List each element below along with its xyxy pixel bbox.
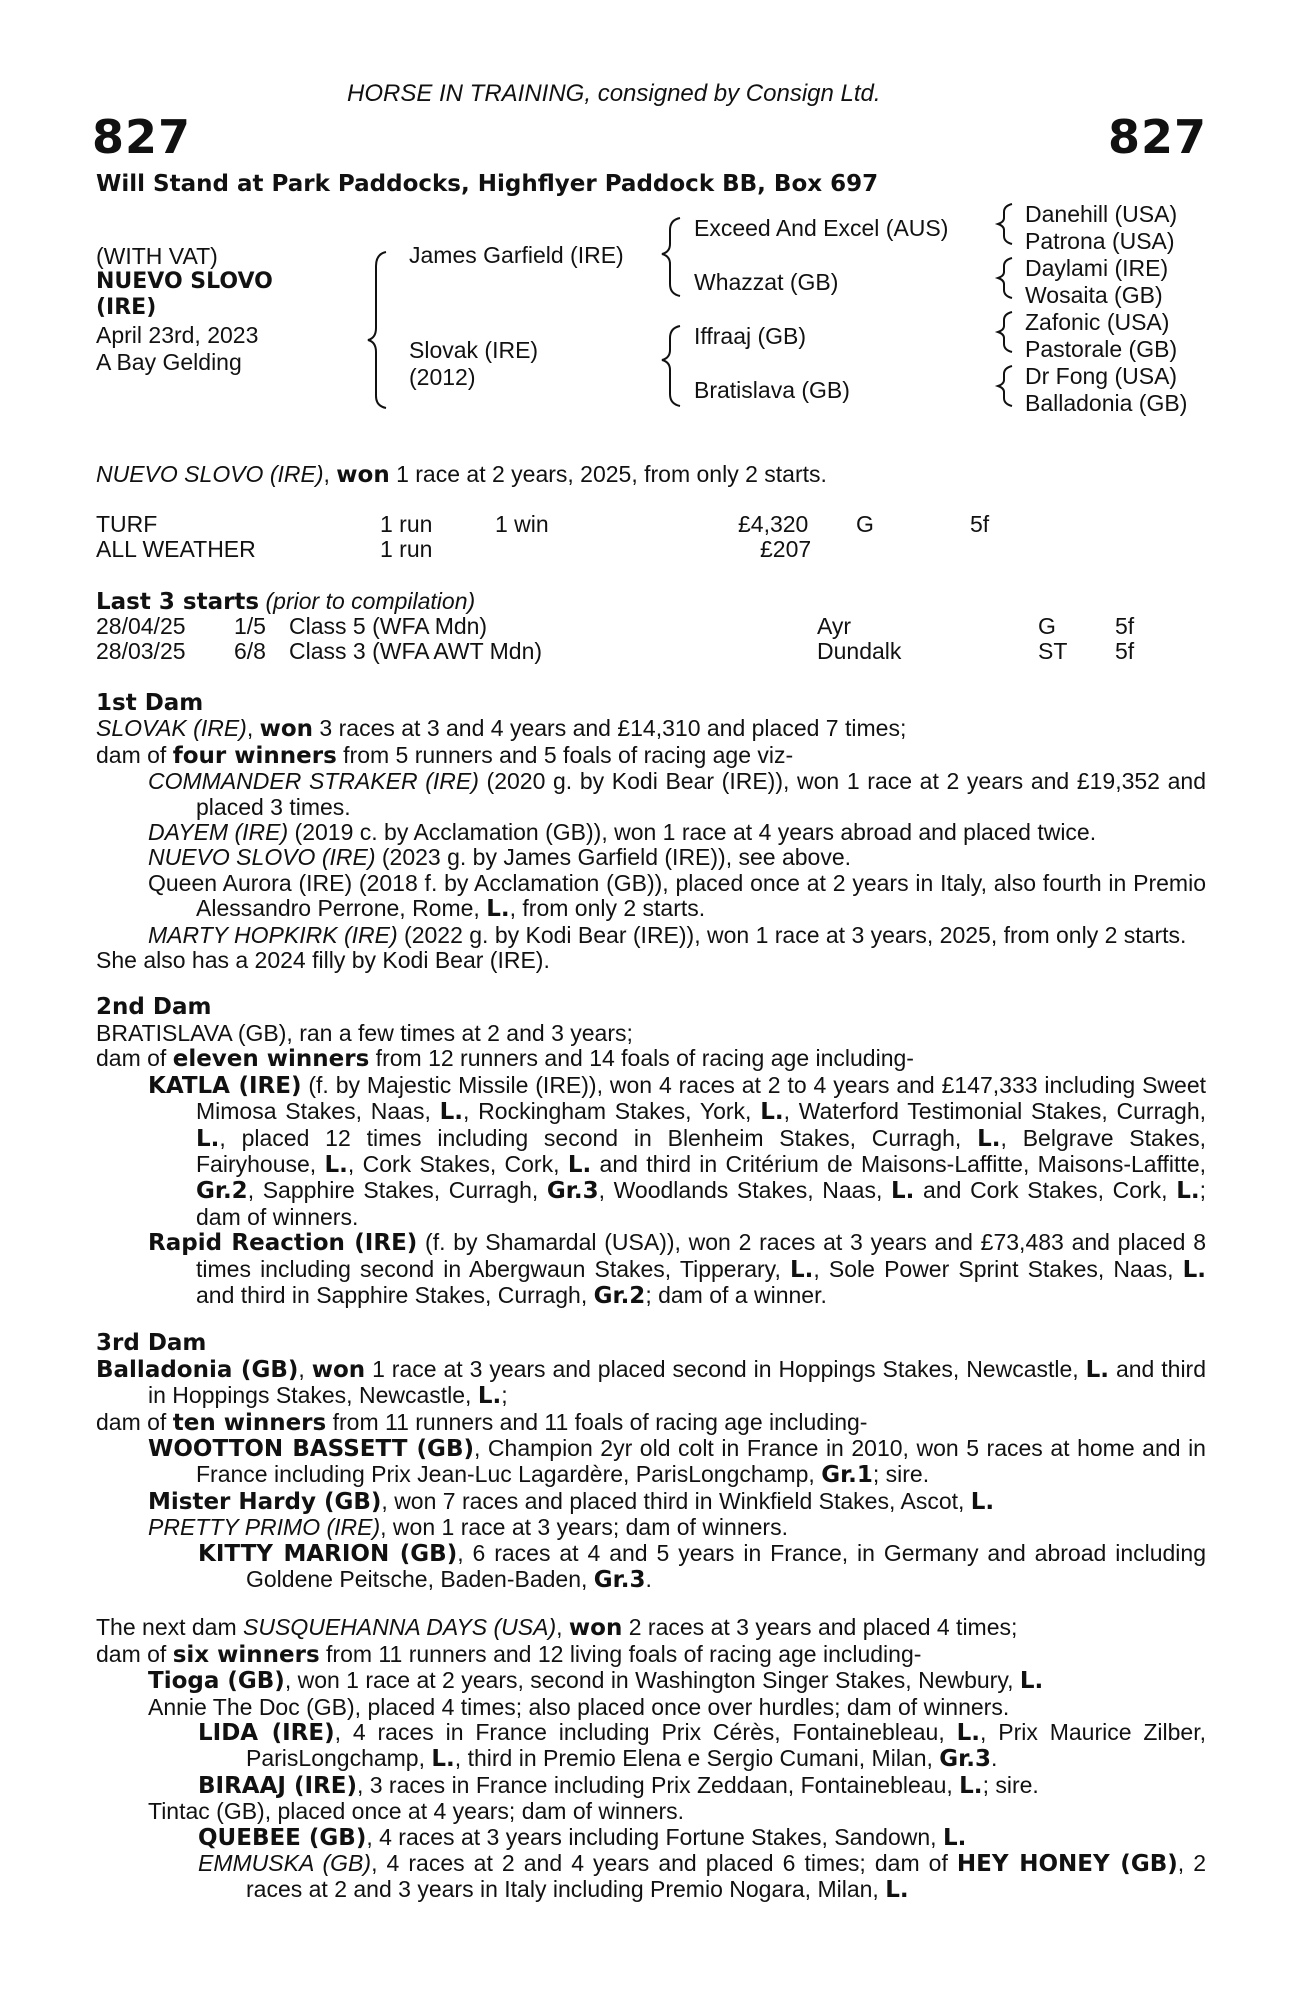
pedigree-gen3-2: Patrona (USA) <box>1025 228 1175 254</box>
second-dam-produce-summary: dam of eleven winners from 12 runners and 14 foals of racing age including- <box>96 1045 914 1073</box>
record-runs: 1 run <box>380 536 433 562</box>
produce-entry: COMMANDER STRAKER (IRE) (2020 g. by Kodi Bear (IRE)), won 1 race at 2 years and £19,352 and placed 3 times. <box>148 768 1206 820</box>
produce-entry: Mister Hardy (GB), won 7 races and placed third in Winkfield Stakes, Ascot, L. <box>148 1487 995 1515</box>
start-going: G <box>1038 613 1056 639</box>
second-dam-heading: 2nd Dam <box>96 994 212 1021</box>
produce-entry: NUEVO SLOVO (IRE) (2023 g. by James Garfield (IRE)), see above. <box>148 844 852 871</box>
record-surface: ALL WEATHER <box>96 536 256 562</box>
consignment-header: HORSE IN TRAINING, consigned by Consign Ltd. <box>347 80 881 107</box>
vat-note: (WITH VAT) <box>96 243 218 269</box>
start-date: 28/03/25 <box>96 638 186 664</box>
second-dam-line: BRATISLAVA (GB), ran a few times at 2 and 3 years; <box>96 1019 633 1046</box>
dam-sections <box>96 691 1206 1904</box>
record-surface: TURF <box>96 511 158 537</box>
pedigree-sire-dam: Whazzat (GB) <box>694 269 839 295</box>
record-wins: 1 win <box>495 511 549 537</box>
first-dam-heading: 1st Dam <box>96 690 204 716</box>
horse-name-line2: (IRE) <box>96 295 157 320</box>
produce-entry: LIDA (IRE), 4 races in France including Prix Cérès, Fontainebleau, L., Prix Maurice Zilber, ParisLongchamp, L., third in Premio Elena e Sergio Cumani, Milan, Gr.3. <box>198 1719 1207 1773</box>
pedigree-dam-dam: Bratislava (GB) <box>694 377 850 403</box>
record-prize: £4,320 <box>738 511 809 537</box>
produce-entry: Annie The Doc (GB), placed 4 times; also placed once over hurdles; dam of winners. <box>148 1693 1010 1720</box>
produce-entry: BIRAAJ (IRE), 3 races in France including Prix Zeddaan, Fontainebleau, L.; sire. <box>198 1771 1039 1799</box>
next-dam-produce-summary: dam of six winners from 11 runners and 12 living foals of racing age including- <box>96 1640 922 1668</box>
next-dam-line: The next dam SUSQUEHANNA DAYS (USA), won 2 races at 3 years and placed 4 times; <box>96 1614 1018 1642</box>
first-dam-closing: She also has a 2024 filly by Kodi Bear (IRE). <box>96 947 550 974</box>
pedigree-gen3-3: Daylami (IRE) <box>1025 255 1169 281</box>
pedigree-gen3-7: Dr Fong (USA) <box>1025 363 1178 389</box>
produce-entry: QUEBEE (GB), 4 races at 3 years including Fortune Stakes, Sandown, L. <box>198 1823 967 1851</box>
pedigree-dam-sire: Iffraaj (GB) <box>694 323 807 349</box>
produce-entry: KITTY MARION (GB), 6 races at 4 and 5 years in France, in Germany and abroad including Goldene Peitsche, Baden-Baden, Gr.3. <box>198 1539 1206 1593</box>
pedigree-gen3-4: Wosaita (GB) <box>1025 282 1163 308</box>
start-position: 1/5 <box>234 613 266 639</box>
produce-entry: WOOTTON BASSETT (GB), Champion 2yr old colt in France in 2010, won 5 races at home and in France including Prix Jean-Luc Lagardère, ParisLongchamp, Gr.1; sire. <box>148 1434 1206 1489</box>
start-distance: 5f <box>1115 638 1135 664</box>
produce-entry: Rapid Reaction (IRE) (f. by Shamardal (USA)), won 2 races at 3 years and £73,483 and placed 8 times including second in Abergwaun Stakes, Tipperary, L., Sole Power Sprint Stakes, Naas, L. and third in Sapphire Stakes, Curragh, Gr.2; dam of a winner. <box>148 1229 1207 1309</box>
start-course: Ayr <box>817 613 852 639</box>
produce-entry: PRETTY PRIMO (IRE), won 1 race at 3 years; dam of winners. <box>148 1514 788 1541</box>
start-position: 6/8 <box>234 638 266 664</box>
horse-description: A Bay Gelding <box>96 349 242 375</box>
pedigree-sire: James Garfield (IRE) <box>409 242 624 268</box>
produce-entry: MARTY HOPKIRK (IRE) (2022 g. by Kodi Bear (IRE)), won 1 race at 3 years, 2025, from only 2 starts. <box>148 921 1187 948</box>
produce-entry: KATLA (IRE) (f. by Majestic Missile (IRE)), won 4 races at 2 to 4 years and £147,333 including Sweet Mimosa Stakes, Naas, L., Rockingham Stakes, York, L., Waterford Testimonial Stakes, Curragh, L., placed 12 times including second in Blenheim Stakes, Curragh, L., Belgrave Stakes, Fairyhouse, L., Cork Stakes, Cork, L. and third in Critérium de Maisons-Laffitte, Maisons-Laffitte, Gr.2, Sapphire Stakes, Curragh, Gr.3, Woodlands Stakes, Naas, L. and Cork Stakes, Cork, L.; dam of winners. <box>148 1071 1207 1230</box>
first-dam-line: SLOVAK (IRE), won 3 races at 3 and 4 years and £14,310 and placed 7 times; <box>96 715 907 743</box>
pedigree-gen3-5: Zafonic (USA) <box>1025 309 1170 335</box>
record-runs: 1 run <box>380 511 433 537</box>
pedigree-gen3-6: Pastorale (GB) <box>1025 336 1178 362</box>
record-prize: £207 <box>760 536 812 562</box>
pedigree-dam-line2: (2012) <box>409 364 476 390</box>
record-going: G <box>856 511 874 537</box>
first-dam-produce-summary: dam of four winners from 5 runners and 5 foals of racing age viz- <box>96 741 794 769</box>
pedigree-sire-sire: Exceed And Excel (AUS) <box>694 215 949 241</box>
start-class: Class 5 (WFA Mdn) <box>289 613 488 639</box>
horse-name-line1: NUEVO SLOVO <box>96 269 273 294</box>
lot-number-left: 827 <box>92 110 192 164</box>
start-course: Dundalk <box>817 638 902 664</box>
stand-location: Will Stand at Park Paddocks, Highflyer Paddock BB, Box 697 <box>96 171 879 197</box>
pedigree-dam-line1: Slovak (IRE) <box>409 337 539 363</box>
pedigree-gen3-8: Balladonia (GB) <box>1025 390 1188 416</box>
record-distance: 5f <box>970 511 990 537</box>
start-class: Class 3 (WFA AWT Mdn) <box>289 638 543 664</box>
produce-entry: Tintac (GB), placed once at 4 years; dam of winners. <box>148 1798 685 1825</box>
pedigree-gen3-1: Danehill (USA) <box>1025 201 1178 227</box>
start-distance: 5f <box>1115 613 1135 639</box>
horse-dob: April 23rd, 2023 <box>96 322 259 348</box>
third-dam-line: Balladonia (GB), won 1 race at 3 years and placed second in Hoppings Stakes, Newcastle, L. and third in Hoppings Stakes, Newcastle, L.; <box>96 1355 1206 1410</box>
produce-entry: Queen Aurora (IRE) (2018 f. by Acclamation (GB)), placed once at 2 years in Italy, also fourth in Premio Alessandro Perrone, Rome, L., from only 2 starts. <box>148 869 1206 923</box>
lot-number-right: 827 <box>1108 110 1208 164</box>
produce-entry: Tioga (GB), won 1 race at 2 years, second in Washington Singer Stakes, Newbury, L. <box>148 1667 1044 1695</box>
third-dam-produce-summary: dam of ten winners from 11 runners and 11 foals of racing age including- <box>96 1408 868 1436</box>
race-summary: NUEVO SLOVO (IRE), won 1 race at 2 years, 2025, from only 2 starts. <box>96 461 827 488</box>
last-starts-heading: Last 3 starts (prior to compilation) <box>96 588 476 615</box>
start-date: 28/04/25 <box>96 613 186 639</box>
produce-entry: EMMUSKA (GB), 4 races at 2 and 4 years and placed 6 times; dam of HEY HONEY (GB), 2 races at 2 and 3 years in Italy including Premio Nogara, Milan, L. <box>198 1850 1206 1904</box>
third-dam-heading: 3rd Dam <box>96 1330 207 1357</box>
start-going: ST <box>1038 638 1068 664</box>
produce-entry: DAYEM (IRE) (2019 c. by Acclamation (GB)), won 1 race at 4 years abroad and placed twice. <box>148 819 1097 846</box>
